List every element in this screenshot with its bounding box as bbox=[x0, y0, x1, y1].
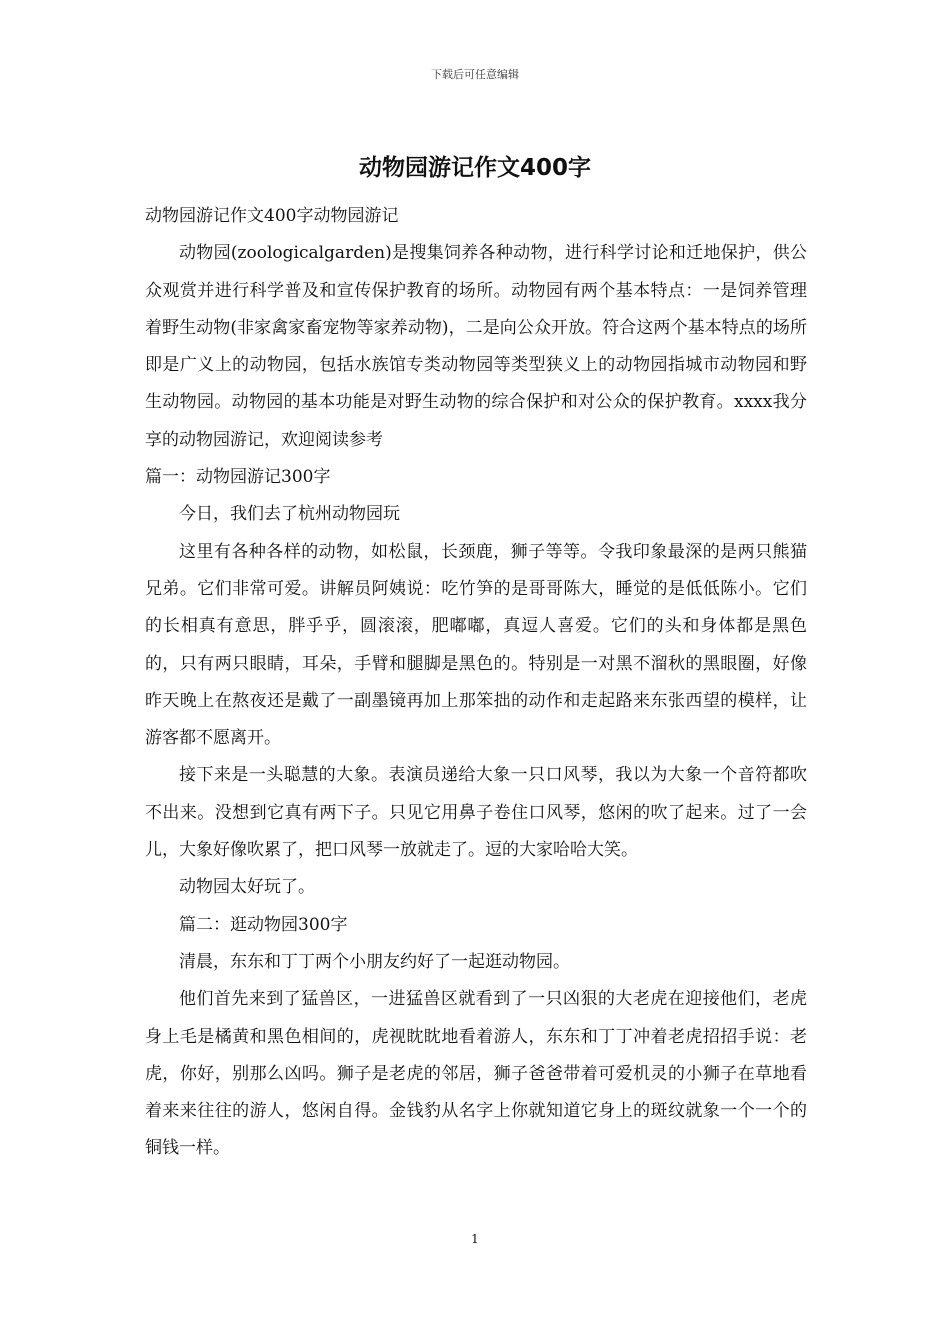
paragraph: 清晨，东东和丁丁两个小朋友约好了一起逛动物园。 bbox=[179, 951, 570, 972]
section-heading-1: 篇一：动物园游记300字 bbox=[145, 467, 331, 488]
paragraph: 接下来是一头聪慧的大象。表演员递给大象一只口风琴，我以为大象一个音符都吹不出来。没想到它真有两下子。只见它用鼻子卷住口风琴，悠闲的吹了起来。过了一会儿，大象好像吹累了，把口风琴一放就走了。逗的大家哈哈大笑。 bbox=[145, 765, 807, 861]
document-title: 动物园游记作文400字 bbox=[358, 155, 591, 181]
paragraph: 今日，我们去了杭州动物园玩 bbox=[179, 504, 400, 525]
page-number: 1 bbox=[471, 1232, 479, 1246]
paragraph: 他们首先来到了猛兽区，一进猛兽区就看到了一只凶狠的大老虎在迎接他们，老虎身上毛是橘黄和黑色相间的，虎视眈眈地看着游人，东东和丁丁冲着老虎招招手说：老虎，你好，别那么凶吗。狮子是老虎的邻居，狮子爸爸带着可爱机灵的小狮子在草地看着来来往往的游人，悠闲自得。金钱豹从名字上你就知道它身上的斑纹就象一个一个的铜钱一样。 bbox=[145, 989, 807, 1159]
paragraph: 动物园太好玩了。 bbox=[179, 877, 315, 898]
subtitle-line: 动物园游记作文400字动物园游记 bbox=[145, 206, 399, 226]
header-note: 下载后可任意编辑 bbox=[431, 68, 519, 81]
paragraph: 这里有各种各样的动物，如松鼠，长颈鹿，狮子等等。令我印象最深的是两只熊猫兄弟。它们非常可爱。讲解员阿姨说：吃竹笋的是哥哥陈大，睡觉的是低低陈小。它们的长相真有意思，胖乎乎，圆滚滚，肥嘟嘟，真逗人喜爱。它们的头和身体都是黑色的，只有两只眼睛，耳朵，手臂和腿脚是黑色的。特别是一对黑不溜秋的黑眼圈，好像昨天晚上在熬夜还是戴了一副墨镜再加上那笨拙的动作和走起路来东张西望的模样，让游客都不愿离开。 bbox=[145, 541, 807, 749]
intro-paragraph: 动物园(zoologicalgarden)是搜集饲养各种动物，进行科学讨论和迁地保护，供公众观赏并进行科学普及和宣传保护教育的场所。动物园有两个基本特点：一是饲养管理着野生动物(非家禽家畜宠物等家养动物)，二是向公众开放。符合这两个基本特点的场所即是广义上的动物园，包括水族馆专类动物园等类型狭义上的动物园指城市动物园和野生动物园。动物园的基本功能是对野生动物的综合保护和对公众的保护教育。xxxx我分享的动物园游记，欢迎阅读参考 bbox=[145, 243, 807, 450]
section-heading-2: 篇二：逛动物园300字 bbox=[179, 914, 348, 935]
document-body bbox=[145, 198, 807, 1168]
